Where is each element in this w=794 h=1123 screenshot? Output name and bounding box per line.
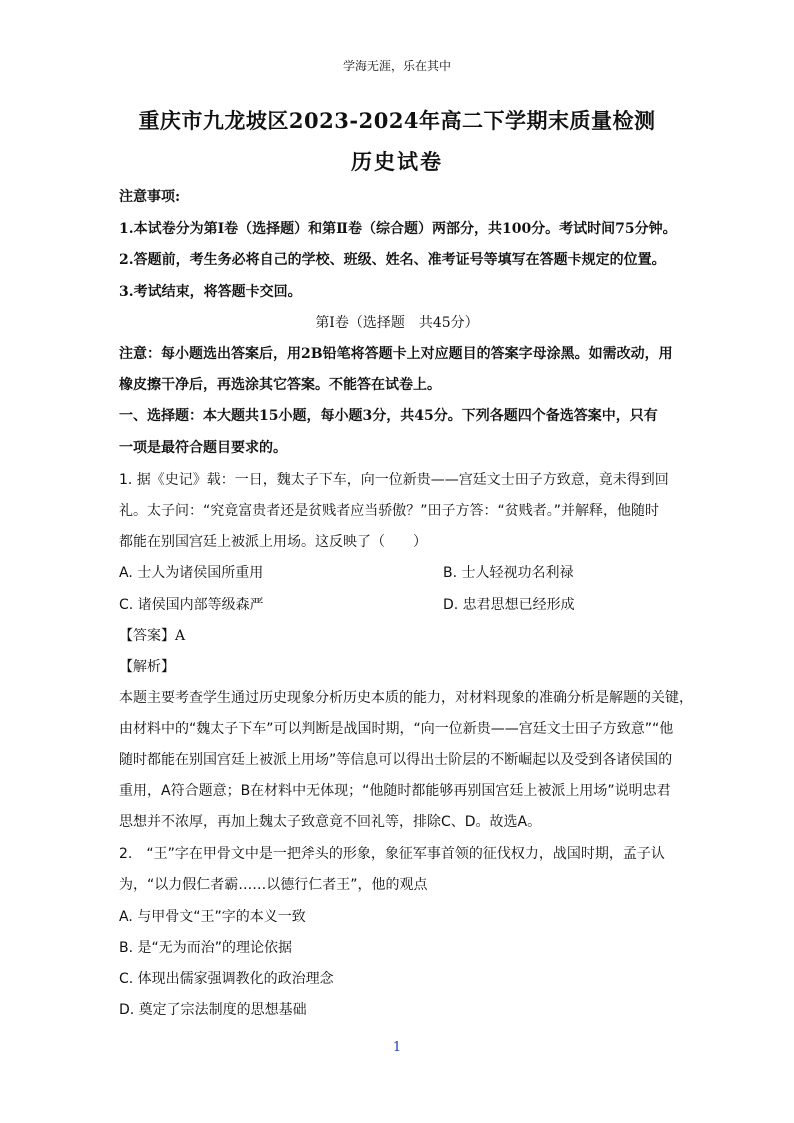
option-d: D. 奠定了宗法制度的思想基础 xyxy=(119,1002,307,1018)
section-note: 注意：每小题选出答案后，用2B铅笔将答题卡上对应题目的答案字母涂黑。如需改动，用 xyxy=(119,346,673,362)
question-stem: 为，“以力假仁者霸……以德行仁者王”，他的观点 xyxy=(119,877,428,893)
section-note: 橡皮擦干净后，再选涂其它答案。不能答在试卷上。 xyxy=(119,377,441,393)
analysis-label: 【解析】 xyxy=(119,659,175,675)
analysis-line: 由材料中的“魏太子下车”可以判断是战国时期，“向一位新贵——宫廷文士田子方致意”“他 xyxy=(119,721,674,737)
notice-item: 2.答题前，考生务必将自己的学校、班级、姓名、准考证号等填写在答题卡规定的位置。 xyxy=(119,252,666,268)
part-heading: 一项是最符合题目要求的。 xyxy=(119,440,287,456)
question-stem: 1. 据《史记》载：一日，魏太子下车，向一位新贵——宫廷文士田子方致意，竟未得到回 xyxy=(119,472,669,488)
page-subtitle: 历史试卷 xyxy=(351,149,443,174)
question-stem: 2. “王”字在甲骨文中是一把斧头的形象，象征军事首领的征伐权力，战国时期，孟子认 xyxy=(119,846,665,862)
page-number: 1 xyxy=(392,1040,402,1055)
page-header: 学海无涯，乐在其中 xyxy=(342,59,451,73)
notice-item: 1.本试卷分为第Ⅰ卷（选择题）和第Ⅱ卷（综合题）两部分，共100分。考试时间75分钟。 xyxy=(119,221,677,237)
part-heading: 一、选择题：本大题共15小题，每小题3分，共45分。下列各题四个备选答案中，只有 xyxy=(119,408,658,424)
option-c: C. 诸侯国内部等级森严 xyxy=(119,597,264,613)
question-stem: 礼。太子问：“究竟富贵者还是贫贱者应当骄傲？”田子方答：“贫贱者。”并解释，他随时 xyxy=(119,503,660,519)
question-stem: 都能在别国宫廷上被派上用场。这反映了（ ） xyxy=(119,534,427,550)
answer: 【答案】A xyxy=(119,628,186,644)
option-a: A. 与甲骨文“王”字的本义一致 xyxy=(119,909,306,925)
option-b: B. 士人轻视功名利禄 xyxy=(443,565,574,581)
page-title: 重庆市九龙坡区2023-2024年高二下学期末质量检测 xyxy=(138,108,656,133)
option-a: A. 士人为诸侯国所重用 xyxy=(119,565,264,581)
option-c: C. 体现出儒家强调教化的政治理念 xyxy=(119,971,334,987)
analysis-line: 随时都能在别国宫廷上被派上用场”等信息可以得出士阶层的不断崛起以及受到各诸侯国的 xyxy=(119,752,673,768)
analysis-line: 重用，A符合题意；B在材料中无体现；“他随时都能够再别国宫廷上被派上用场”说明忠君 xyxy=(119,783,671,799)
notice-heading: 注意事项: xyxy=(119,189,181,205)
notice-item: 3.考试结束，将答题卡交回。 xyxy=(119,284,302,300)
option-b: B. 是“无为而治”的理论依据 xyxy=(119,940,293,956)
option-d: D. 忠君思想已经形成 xyxy=(443,597,575,613)
analysis-line: 本题主要考查学生通过历史现象分析历史本质的能力，对材料现象的准确分析是解题的关键， xyxy=(119,690,693,706)
analysis-line: 思想并不浓厚，再加上魏太子致意竟不回礼等，排除C、D。故选A。 xyxy=(119,814,542,830)
section-title: 第Ⅰ卷（选择题 共45分） xyxy=(315,315,479,331)
